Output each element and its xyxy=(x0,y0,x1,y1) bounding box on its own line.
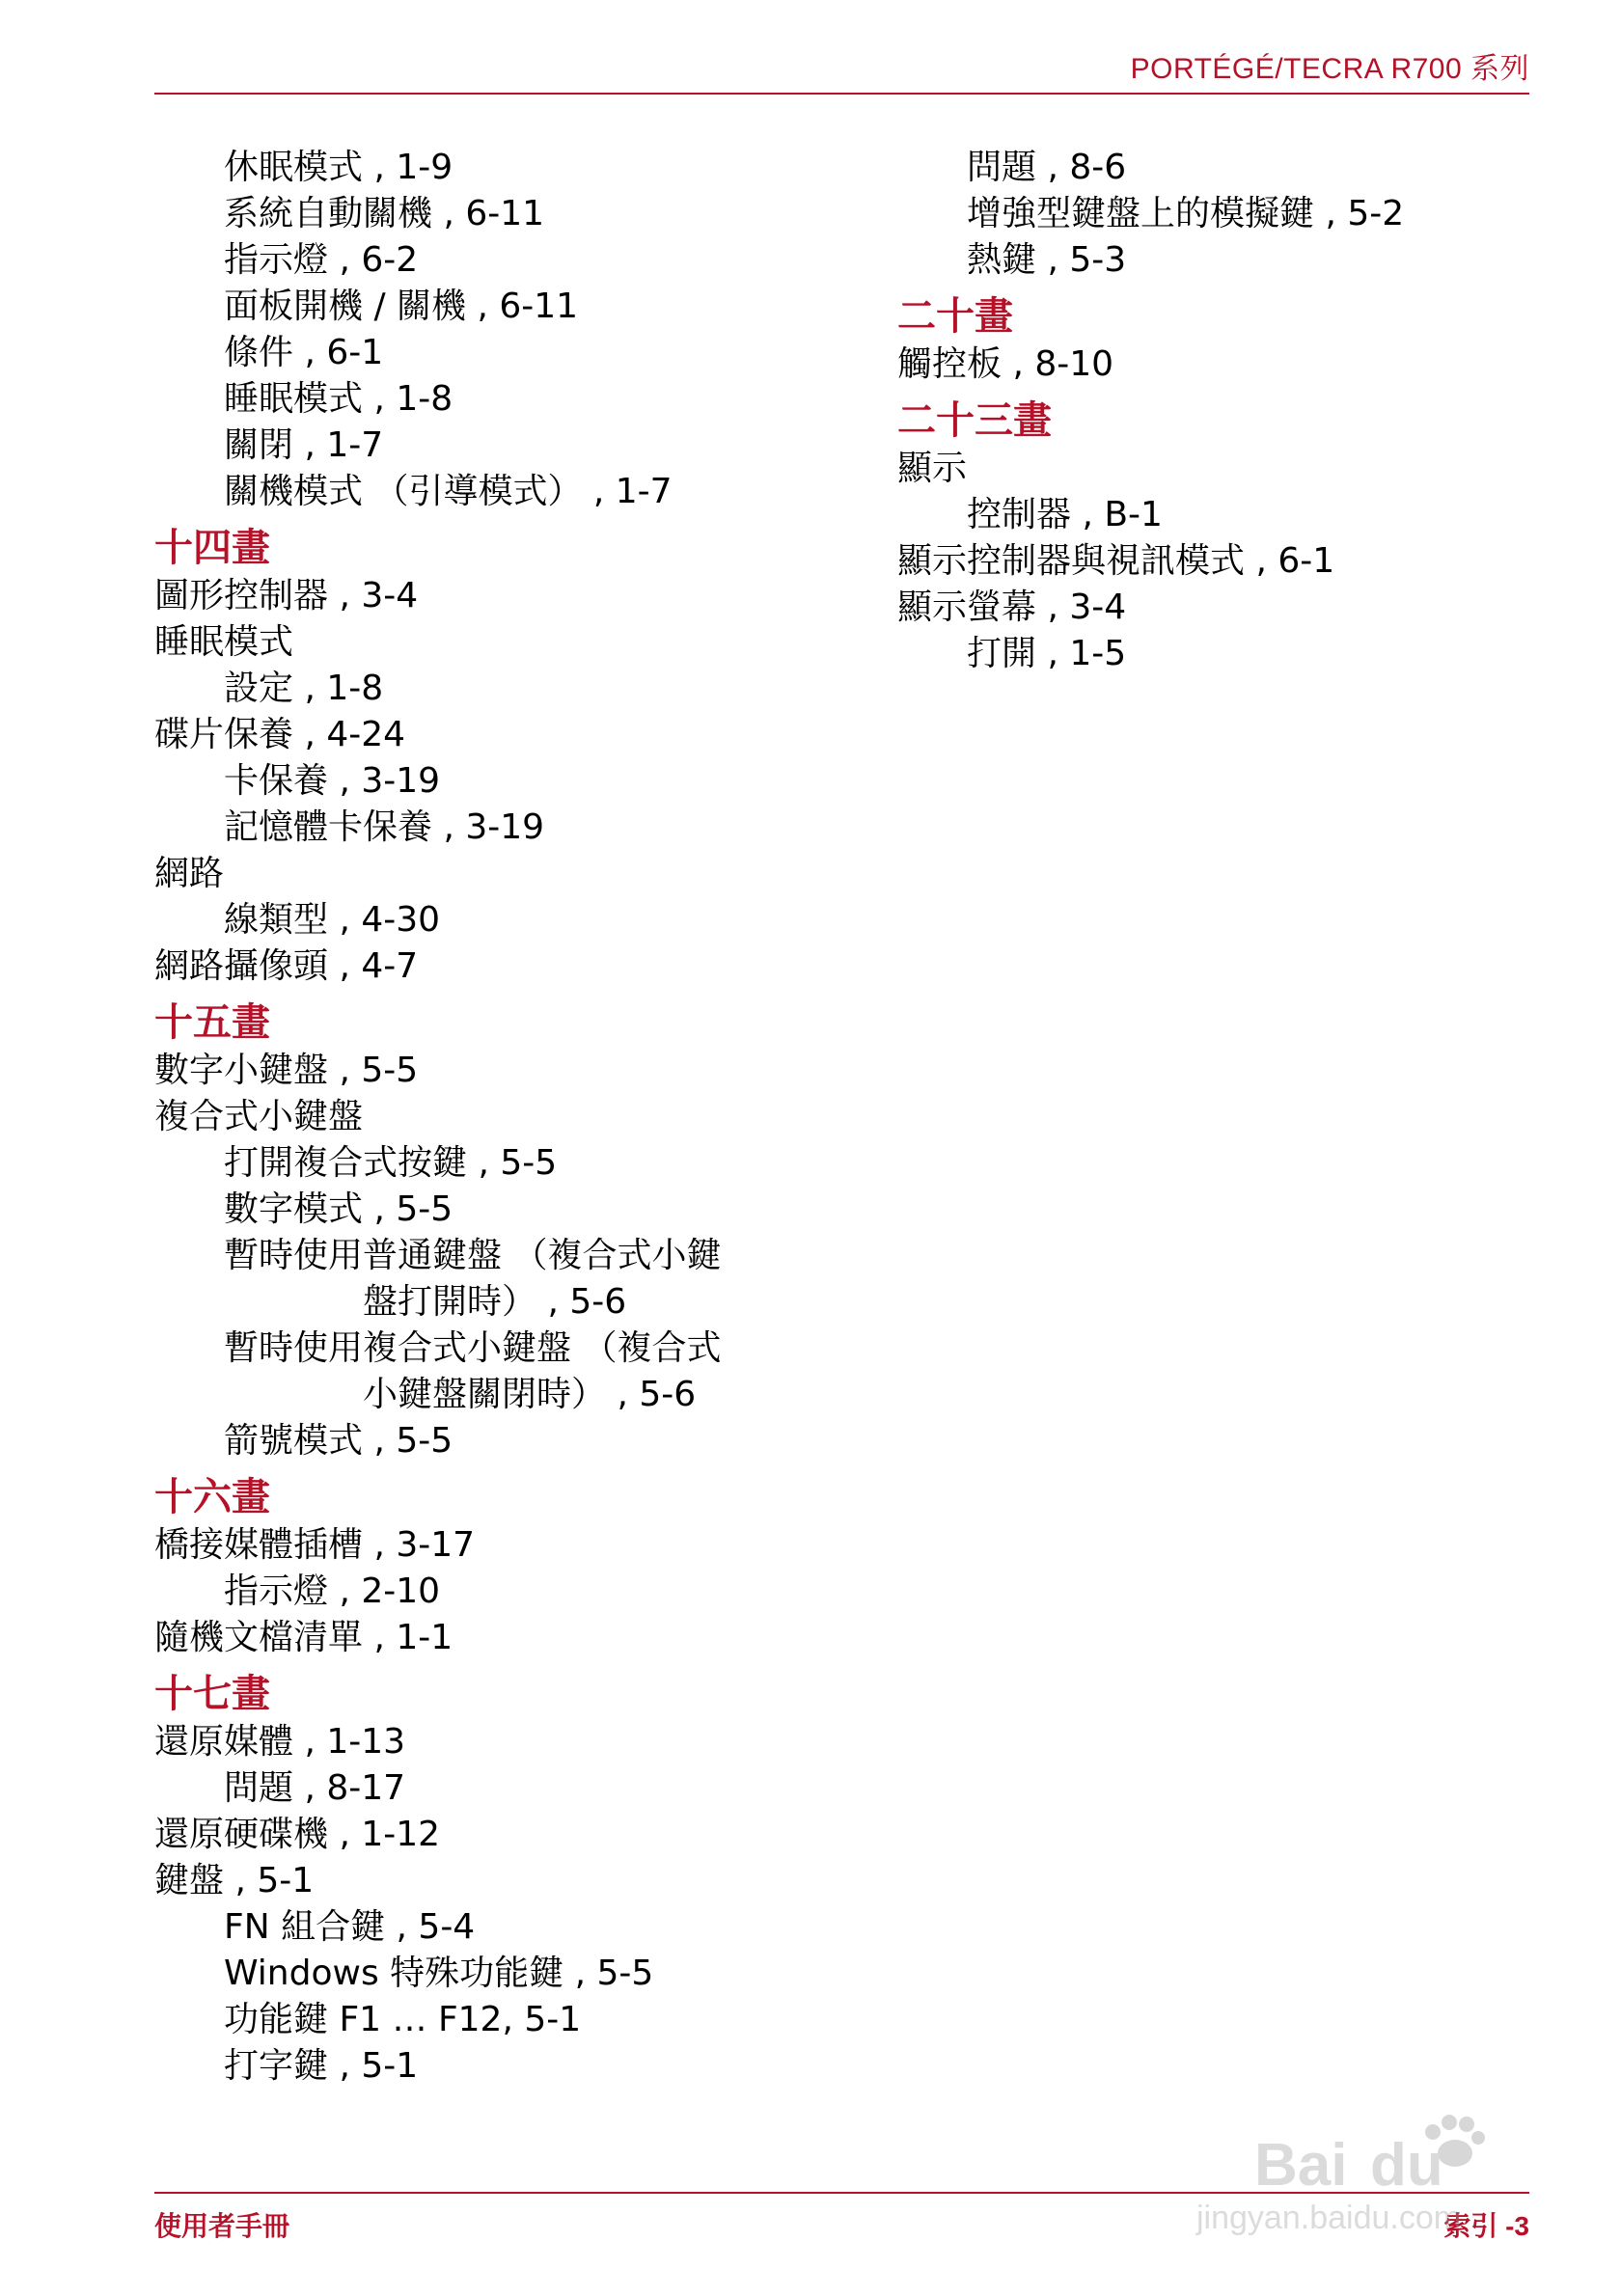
svg-text:Bai: Bai xyxy=(1254,2132,1348,2199)
index-entry-text: FN 組合鍵 , 5-4 xyxy=(224,1907,476,1947)
index-entry-text: 隨機文檔清單 , 1-1 xyxy=(154,1618,453,1657)
watermark-url: jingyan.baidu.com xyxy=(1196,2200,1462,2236)
index-entry-text: 橋接媒體插槽 , 3-17 xyxy=(154,1525,476,1565)
baidu-paw-logo xyxy=(1196,2103,1563,2200)
index-entry-text: 休眠模式 , 1-9 xyxy=(224,148,453,187)
index-entry xyxy=(154,376,830,423)
index-entry-text: 觸控板 , 8-10 xyxy=(897,344,1114,384)
index-entry-text: 暫時使用普通鍵盤 （複合式小鍵 xyxy=(224,1236,722,1275)
index-entry xyxy=(154,1951,830,1997)
index-entry-text: 顯示 xyxy=(897,449,968,488)
index-entry xyxy=(154,1904,830,1951)
index-entry xyxy=(154,1522,830,1569)
index-entry xyxy=(154,1615,830,1661)
index-entry-text: 指示燈 , 2-10 xyxy=(224,1572,441,1611)
index-entry-text: 圖形控制器 , 3-4 xyxy=(154,576,419,615)
index-entry xyxy=(154,851,830,897)
index-entry xyxy=(154,423,830,469)
index-entry xyxy=(154,1233,830,1326)
index-entry-text: 熱鍵 , 5-3 xyxy=(967,240,1127,280)
footer-page-number: 索引 -3 xyxy=(1443,2211,1529,2241)
index-entry-text: 網路 xyxy=(154,854,225,893)
index-entry-text: 暫時使用複合式小鍵盤 （複合式 xyxy=(224,1328,722,1368)
index-entry xyxy=(154,619,830,666)
index-entry-text: 還原媒體 , 1-13 xyxy=(154,1722,406,1762)
index-entry-text: 功能鍵 F1 … F12, 5-1 xyxy=(224,2000,582,2039)
index-entry-text: 系統自動關機 , 6-11 xyxy=(224,194,545,233)
index-entry xyxy=(154,284,830,330)
index-entry xyxy=(154,1719,830,1765)
index-entry-text: 睡眠模式 , 1-8 xyxy=(224,379,453,419)
index-entry xyxy=(154,573,830,619)
index-entry xyxy=(154,1326,830,1418)
index-entry xyxy=(154,943,830,990)
index-entry xyxy=(897,538,1573,585)
index-entry xyxy=(154,1765,830,1812)
index-entry xyxy=(897,191,1573,237)
index-entry-text: 睡眠模式 xyxy=(154,622,294,662)
index-entry xyxy=(154,2043,830,2090)
index-entry xyxy=(897,446,1573,492)
index-entry-text: 控制器 , B-1 xyxy=(967,495,1163,534)
index-entry xyxy=(154,1997,830,2043)
index-entry xyxy=(154,1140,830,1187)
index-entry xyxy=(154,1048,830,1094)
index-entry-text: 打開 , 1-5 xyxy=(967,634,1127,673)
index-entry-text: 複合式小鍵盤 xyxy=(154,1097,364,1136)
section-heading: 二十畫 xyxy=(897,294,1013,339)
header-rule xyxy=(154,93,1529,95)
index-entry-text: 數字小鍵盤 , 5-5 xyxy=(154,1051,419,1090)
section-heading: 十六畫 xyxy=(154,1475,270,1519)
index-entry-text: 數字模式 , 5-5 xyxy=(224,1189,453,1229)
index-entry-text: 條件 , 6-1 xyxy=(224,333,384,372)
index-entry-text: 關閉 , 1-7 xyxy=(224,425,384,465)
index-entry-continuation: 盤打開時） , 5-6 xyxy=(363,1282,627,1322)
section-heading: 十五畫 xyxy=(154,1000,270,1045)
index-entry xyxy=(154,1858,830,1904)
index-entry-text: Windows 特殊功能鍵 , 5-5 xyxy=(224,1954,654,1993)
index-entry-text: 關機模式 （引導模式） , 1-7 xyxy=(224,472,673,511)
index-column-left xyxy=(154,145,830,2090)
index-entry-text: 顯示螢幕 , 3-4 xyxy=(897,588,1127,627)
index-entry-text: 鍵盤 , 5-1 xyxy=(154,1861,315,1900)
running-header-title: PORTÉGÉ/TECRA R700 系列 xyxy=(1130,53,1529,85)
index-entry xyxy=(897,585,1573,631)
index-entry-text: 增強型鍵盤上的模擬鍵 , 5-2 xyxy=(967,194,1405,233)
index-entry xyxy=(154,1187,830,1233)
index-entry-text: 打開複合式按鍵 , 5-5 xyxy=(224,1143,558,1183)
index-entry-text: 問題 , 8-17 xyxy=(224,1768,406,1808)
index-entry-text: 顯示控制器與視訊模式 , 6-1 xyxy=(897,541,1335,581)
section-heading: 十四畫 xyxy=(154,526,270,570)
index-entry xyxy=(154,330,830,376)
section-heading: 十七畫 xyxy=(154,1672,270,1716)
index-entry-text: 碟片保養 , 4-24 xyxy=(154,715,406,754)
index-entry xyxy=(154,237,830,284)
index-entry xyxy=(154,897,830,943)
index-entry xyxy=(897,237,1573,284)
baidu-watermark xyxy=(1196,2103,1563,2248)
index-entry xyxy=(154,1569,830,1615)
index-entry-text: 打字鍵 , 5-1 xyxy=(224,2046,419,2086)
index-entry-text: 網路攝像頭 , 4-7 xyxy=(154,946,419,986)
index-entry xyxy=(154,1094,830,1140)
index-column-right xyxy=(897,145,1573,677)
index-entry-text: 卡保養 , 3-19 xyxy=(224,761,441,801)
index-entry-text: 指示燈 , 6-2 xyxy=(224,240,419,280)
section-heading: 二十三畫 xyxy=(897,398,1052,443)
svg-text:du: du xyxy=(1370,2132,1443,2199)
index-entry-text: 問題 , 8-6 xyxy=(967,148,1127,187)
index-entry xyxy=(154,758,830,805)
index-entry-text: 還原硬碟機 , 1-12 xyxy=(154,1815,441,1854)
index-entry-text: 箭號模式 , 5-5 xyxy=(224,1421,453,1461)
index-entry-text: 面板開機 / 關機 , 6-11 xyxy=(224,287,579,326)
index-entry xyxy=(897,145,1573,191)
index-entry xyxy=(154,469,830,515)
index-entry xyxy=(154,1812,830,1858)
index-entry xyxy=(154,805,830,851)
index-entry-text: 設定 , 1-8 xyxy=(224,669,384,708)
index-entry xyxy=(897,492,1573,538)
index-entry xyxy=(154,191,830,237)
index-entry-text: 記憶體卡保養 , 3-19 xyxy=(224,807,545,847)
footer-manual-title: 使用者手冊 xyxy=(154,2211,290,2241)
index-entry xyxy=(154,666,830,712)
index-entry-text: 線類型 , 4-30 xyxy=(224,900,441,940)
index-entry-continuation: 小鍵盤關閉時） , 5-6 xyxy=(363,1375,697,1414)
index-entry xyxy=(154,145,830,191)
index-entry xyxy=(897,631,1573,677)
index-entry xyxy=(154,1418,830,1464)
index-entry xyxy=(897,342,1573,388)
index-entry xyxy=(154,712,830,758)
